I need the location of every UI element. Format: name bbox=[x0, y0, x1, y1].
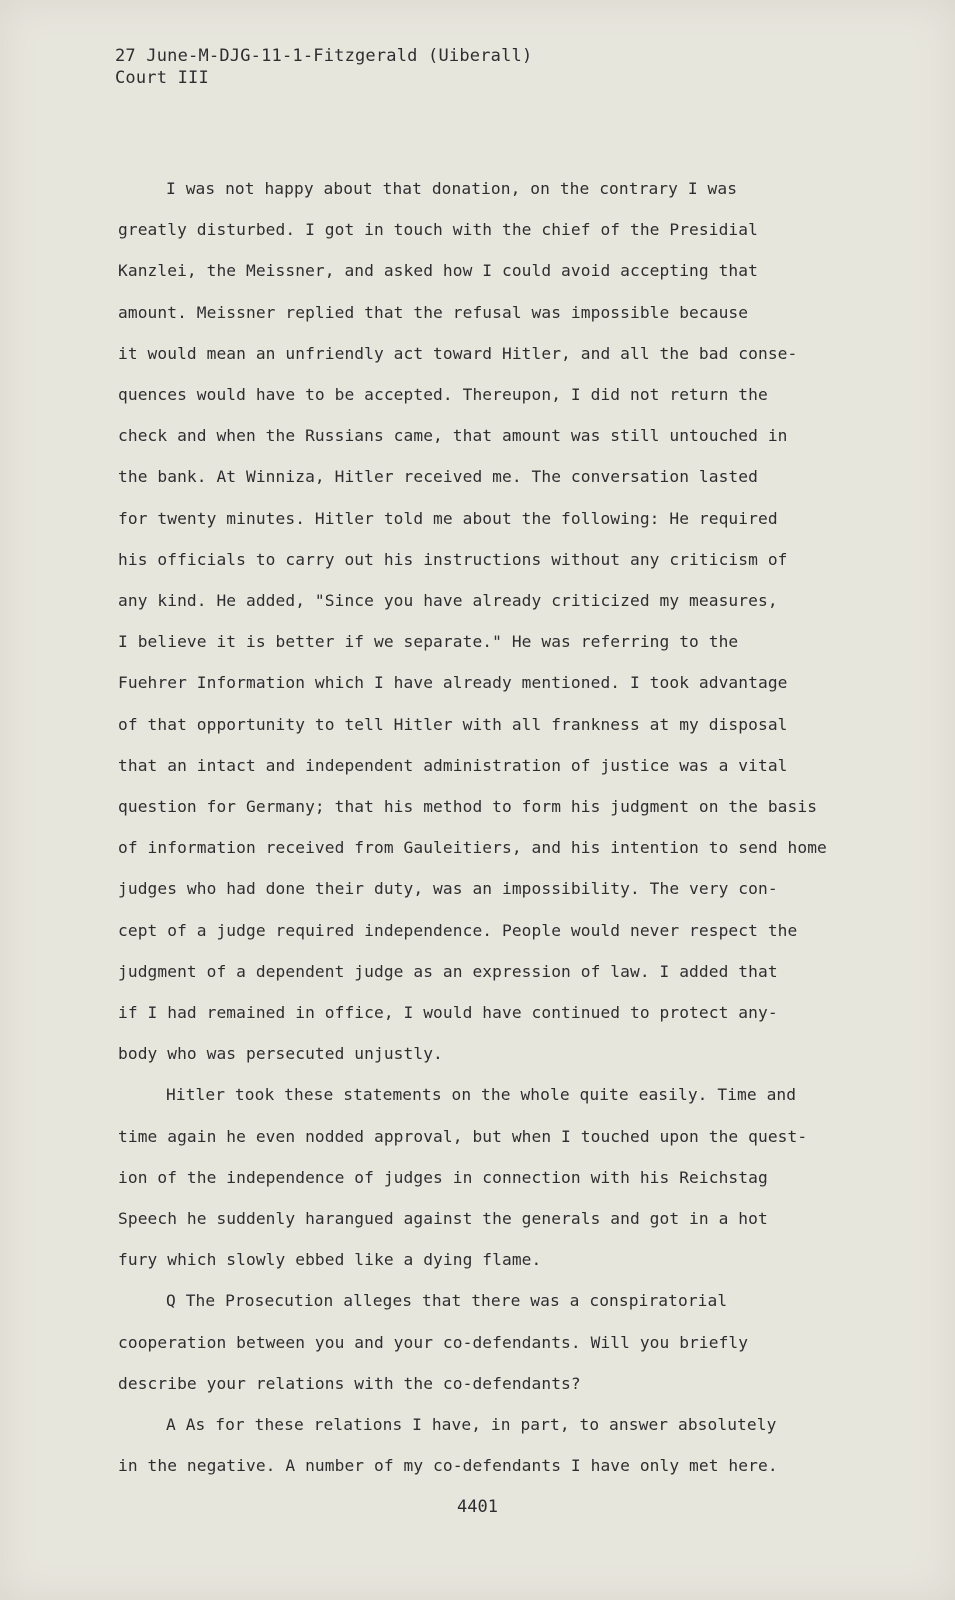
transcript-line: ion of the independence of judges in connection with his Reichstag bbox=[118, 1167, 768, 1187]
transcript-line: body who was persecuted unjustly. bbox=[118, 1044, 443, 1064]
transcript-line: of that opportunity to tell Hitler with all frankness at my disposal bbox=[118, 714, 788, 734]
transcript-line: Speech he suddenly harangued against the generals and got in a hot bbox=[118, 1209, 768, 1229]
transcript-line: time again he even nodded approval, but when I touched upon the quest- bbox=[118, 1126, 808, 1146]
transcript-line: any kind. He added, "Since you have already criticized my measures, bbox=[118, 591, 778, 611]
transcript-line: amount. Meissner replied that the refusal was impossible because bbox=[118, 302, 749, 322]
header-court-line: Court III bbox=[115, 68, 209, 88]
transcript-first-line bbox=[118, 168, 858, 209]
transcript-line: Kanzlei, the Meissner, and asked how I could avoid accepting that bbox=[118, 261, 758, 281]
transcript-line: that an intact and independent administration of justice was a vital bbox=[118, 755, 788, 775]
transcript-line: A As for these relations I have, in part, to answer absolutely bbox=[166, 1415, 777, 1435]
header-reference-line: 27 June-M-DJG-11-1-Fitzgerald (Uiberall) bbox=[115, 46, 533, 66]
transcript-line: I was not happy about that donation, on the contrary I was bbox=[166, 179, 738, 198]
transcript-line: cooperation between you and your co-defendants. Will you briefly bbox=[118, 1332, 749, 1352]
transcript-line: if I had remained in office, I would have continued to protect any- bbox=[118, 1003, 778, 1023]
transcript-line: judges who had done their duty, was an impossibility. The very con- bbox=[118, 879, 778, 899]
page-number: 4401 bbox=[457, 1497, 498, 1517]
transcript-line: check and when the Russians came, that amount was still untouched in bbox=[118, 426, 788, 446]
transcript-line: describe your relations with the co-defendants? bbox=[118, 1373, 581, 1393]
transcript-line: judgment of a dependent judge as an expression of law. I added that bbox=[118, 961, 778, 981]
transcript-line: in the negative. A number of my co-defendants I have only met here. bbox=[118, 1456, 778, 1476]
transcript-line: the bank. At Winniza, Hitler received me. The conversation lasted bbox=[118, 467, 758, 487]
transcript-line: it would mean an unfriendly act toward Hitler, and all the bad conse- bbox=[118, 343, 798, 363]
transcript-line: Q The Prosecution alleges that there was a conspiratorial bbox=[166, 1291, 728, 1311]
transcript-line: I believe it is better if we separate." He was referring to the bbox=[118, 632, 739, 652]
transcript-line: Fuehrer Information which I have already mentioned. I took advantage bbox=[118, 673, 788, 693]
transcript-line: Hitler took these statements on the whole quite easily. Time and bbox=[166, 1085, 797, 1105]
transcript-line: quences would have to be accepted. Thereupon, I did not return the bbox=[118, 385, 768, 405]
transcript-line: for twenty minutes. Hitler told me about the following: He required bbox=[118, 508, 778, 528]
transcript-line: his officials to carry out his instructions without any criticism of bbox=[118, 549, 788, 569]
transcript-paragraph bbox=[118, 1404, 858, 1486]
transcript-paragraph bbox=[118, 1074, 858, 1280]
transcript-line: greatly disturbed. I got in touch with the chief of the Presidial bbox=[118, 220, 758, 240]
transcript-line: question for Germany; that his method to form his judgment on the basis bbox=[118, 797, 818, 817]
transcript-line: fury which slowly ebbed like a dying flame. bbox=[118, 1250, 542, 1270]
transcript-line: cept of a judge required independence. People would never respect the bbox=[118, 920, 798, 940]
transcript-paragraph bbox=[118, 168, 858, 1074]
transcript-line: of information received from Gauleitiers, and his intention to send home bbox=[118, 838, 827, 858]
document-header bbox=[115, 45, 532, 89]
transcript-first-line bbox=[118, 1404, 858, 1445]
transcript-first-line bbox=[118, 1074, 858, 1115]
transcript-first-line bbox=[118, 1280, 858, 1321]
transcript-paragraph bbox=[118, 1280, 858, 1404]
transcript-body bbox=[118, 168, 858, 1487]
